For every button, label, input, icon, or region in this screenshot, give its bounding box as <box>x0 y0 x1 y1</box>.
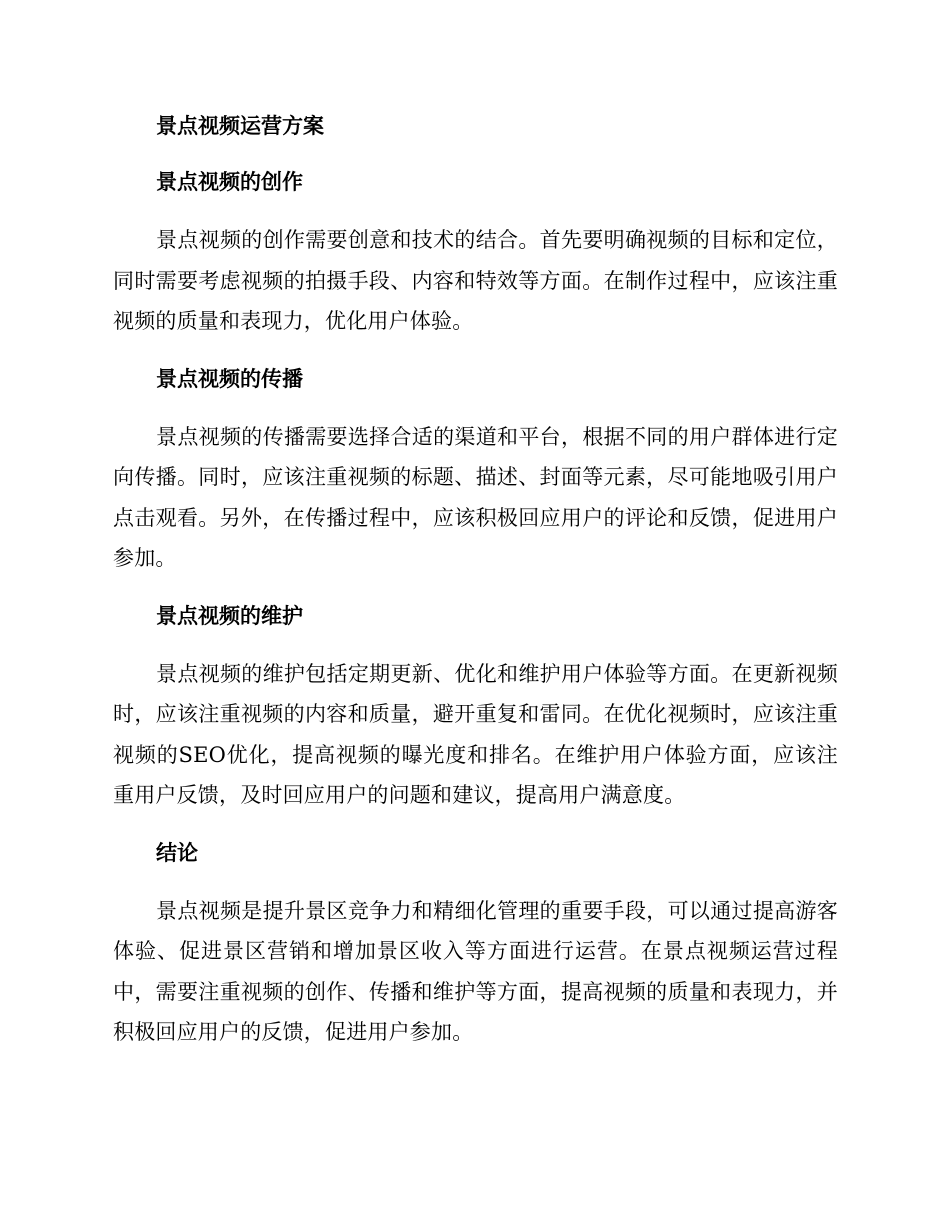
section-heading-maintenance: 景点视频的维护 <box>156 603 303 628</box>
section-heading-creation: 景点视频的创作 <box>156 170 303 194</box>
section-heading-distribution: 景点视频的传播 <box>156 366 303 391</box>
section-body-maintenance: 景点视频的维护包括定期更新、优化和维护用户体验等方面。在更新视频时，应该注重视频的内容和质量，避开重复和雷同。在优化视频时，应该注重视频的SEO优化，提高视频的曝光度和排名。在维护用户体验方面，应该注重用户反馈，及时回应用户的问题和建议，提高用户满意度。 <box>113 661 838 807</box>
document-title: 景点视频运营方案 <box>156 114 324 138</box>
section-body-conclusion: 景点视频是提升景区竞争力和精细化管理的重要手段，可以通过提高游客体验、促进景区营销和增加景区收入等方面进行运营。在景点视频运营过程中，需要注重视频的创作、传播和维护等方面，提高视频的质量和表现力，并积极回应用户的反馈，促进用户参加。 <box>113 898 838 1044</box>
section-body-distribution: 景点视频的传播需要选择合适的渠道和平台，根据不同的用户群体进行定向传播。同时，应该注重视频的标题、描述、封面等元素，尽可能地吸引用户点击观看。另外，在传播过程中，应该积极回应用户的评论和反馈，促进用户参加。 <box>113 424 838 570</box>
section-body-creation: 景点视频的创作需要创意和技术的结合。首先要明确视频的目标和定位，同时需要考虑视频的拍摄手段、内容和特效等方面。在制作过程中，应该注重视频的质量和表现力，优化用户体验。 <box>113 228 838 333</box>
section-heading-conclusion: 结论 <box>156 840 198 865</box>
document-content <box>113 108 838 1072</box>
